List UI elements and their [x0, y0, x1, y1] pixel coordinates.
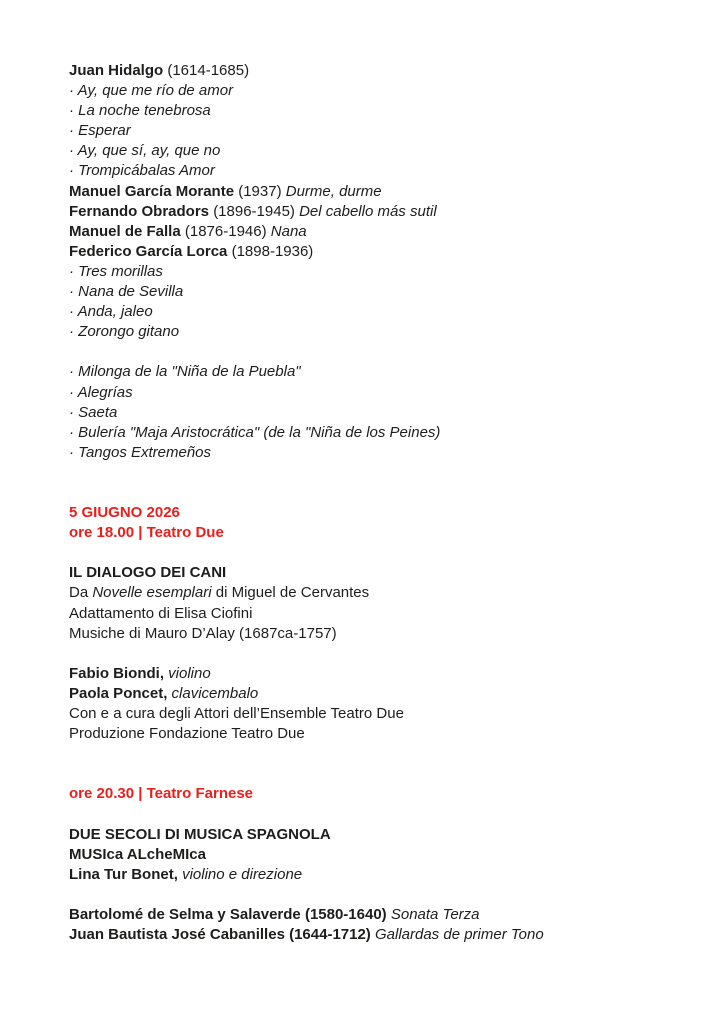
program-line [69, 383, 684, 403]
program-line [69, 242, 684, 262]
program-line [69, 523, 684, 543]
text-segment: · Bulería "Maja Aristocrática" (de la "Niña de los Peines) [69, 423, 441, 441]
program-line [69, 443, 684, 463]
text-segment: Con e a cura degli Attori dell’Ensemble Teatro Due [69, 705, 404, 722]
text-segment: Lina Tur Bonet, [69, 865, 183, 883]
program-line [69, 81, 684, 101]
text-segment: (1937) [238, 182, 286, 200]
text-segment: · Saeta [69, 403, 118, 421]
text-segment: Durme, durme [285, 182, 382, 200]
program-line [69, 161, 684, 181]
text-segment: Da [69, 584, 93, 602]
blank-line [69, 463, 684, 483]
text-segment: ore 18.00 | Teatro Due [69, 524, 224, 542]
program-line [69, 403, 684, 423]
text-segment: MUSIca ALcheMIca [69, 845, 206, 863]
text-segment: · La noche tenebrosa [69, 102, 211, 120]
text-segment: Novelle esemplari [92, 584, 212, 602]
text-segment: violino e direzione [182, 865, 303, 883]
text-segment: · Tangos Extremeños [69, 443, 212, 461]
text-segment: di Miguel de Cervantes [211, 584, 370, 602]
text-segment: Manuel de Falla [69, 222, 185, 240]
program-line [69, 865, 684, 885]
text-segment: Federico García Lorca [69, 242, 232, 260]
text-segment: · Zorongo gitano [69, 323, 180, 341]
program-line [69, 563, 684, 583]
program-line [69, 684, 684, 704]
program-line [69, 503, 684, 523]
program-line [69, 61, 684, 81]
text-segment: Juan Hidalgo [69, 62, 168, 79]
text-segment: ore 20.30 | Teatro Farnese [69, 785, 254, 803]
blank-line [69, 744, 684, 764]
text-segment: violino [168, 664, 211, 682]
program-line [69, 141, 684, 161]
program-line [69, 202, 684, 222]
text-segment: Gallardas de primer Tono [374, 926, 544, 944]
text-segment: Fernando Obradors [69, 202, 214, 220]
program-line [69, 925, 684, 945]
program-line [69, 604, 684, 624]
program-line [69, 423, 684, 443]
text-segment: (1896-1945) [213, 202, 300, 220]
text-segment: · Ay, que sí, ay, que no [69, 142, 221, 160]
blank-line [69, 644, 684, 664]
text-segment: · Esperar [69, 122, 131, 140]
program-line [69, 583, 684, 603]
program-line [69, 121, 684, 141]
blank-line [69, 342, 684, 362]
blank-line [69, 885, 684, 905]
program-line [69, 664, 684, 684]
text-segment: Paola Poncet, [69, 684, 172, 702]
text-segment: (1614-1685) [167, 62, 250, 79]
program-line [69, 262, 684, 282]
program-line [69, 825, 684, 845]
program-line [69, 845, 684, 865]
blank-line [69, 483, 684, 503]
program-line [69, 905, 684, 925]
text-segment: · Ay, que me río de amor [69, 82, 234, 100]
blank-line [69, 764, 684, 784]
program-line [69, 704, 684, 724]
program-line [69, 322, 684, 342]
text-segment: Musiche di Mauro D’Alay (1687ca-1757) [69, 624, 337, 642]
blank-line [69, 804, 684, 824]
program-line [69, 222, 684, 242]
text-segment: Del cabello más sutil [299, 202, 437, 220]
text-segment: Produzione Fondazione Teatro Due [69, 725, 305, 743]
blank-line [69, 543, 684, 563]
program-line [69, 302, 684, 322]
text-segment: Manuel García Morante [69, 182, 239, 200]
text-segment: clavicembalo [171, 684, 259, 702]
text-segment: Nana [270, 222, 307, 240]
program-line [69, 362, 684, 382]
program-line [69, 282, 684, 302]
text-segment: IL DIALOGO DEI CANI [69, 564, 227, 582]
text-segment: Juan Bautista José Cabanilles (1644-1712) [69, 926, 375, 944]
text-segment: · Trompicábalas Amor [69, 162, 215, 180]
program-line [69, 101, 684, 121]
text-segment: 5 GIUGNO 2026 [69, 504, 180, 522]
text-segment: Adattamento di Elisa Ciofini [69, 604, 253, 622]
text-segment: Sonata Terza [390, 905, 480, 923]
text-segment: (1898-1936) [231, 242, 314, 260]
program-line [69, 182, 684, 202]
program-line [69, 624, 684, 644]
program-line [69, 784, 684, 804]
text-segment: DUE SECOLI DI MUSICA SPAGNOLA [69, 825, 331, 843]
text-segment: Fabio Biondi, [69, 664, 169, 682]
text-segment: Bartolomé de Selma y Salaverde (1580-1640) [69, 905, 391, 923]
text-segment: (1876-1946) [184, 222, 271, 240]
program-line [69, 724, 684, 744]
text-segment: · Milonga de la "Niña de la Puebla" [69, 363, 301, 381]
program-content [69, 61, 684, 945]
text-segment: · Alegrías [69, 383, 133, 401]
text-segment: · Nana de Sevilla [69, 283, 184, 301]
text-segment: · Tres morillas [69, 262, 163, 280]
text-segment: · Anda, jaleo [69, 303, 153, 321]
